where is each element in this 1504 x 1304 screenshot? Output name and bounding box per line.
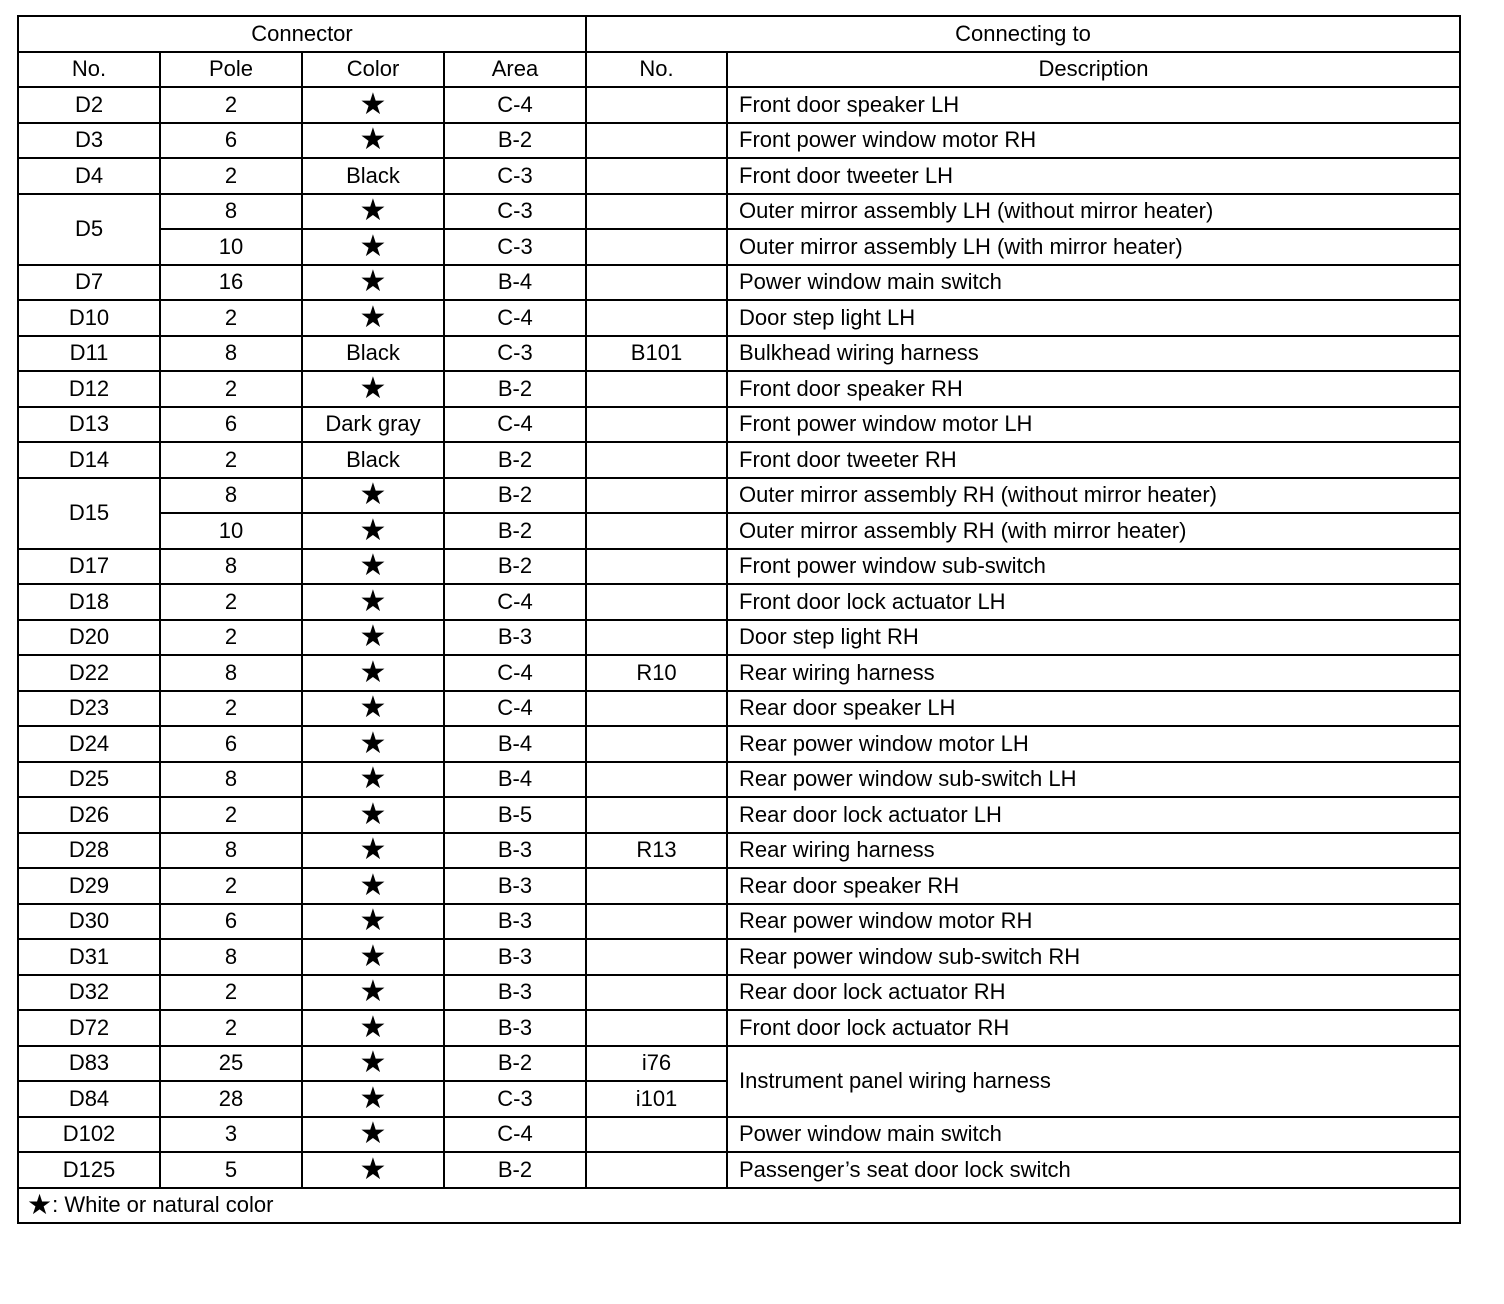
pole-cell: 2: [160, 620, 302, 656]
connector-no-cell: D2: [18, 87, 160, 123]
connector-no-cell: D23: [18, 691, 160, 727]
connector-no-cell: D22: [18, 655, 160, 691]
pole-cell: 2: [160, 1010, 302, 1046]
area-cell: C-3: [444, 336, 586, 372]
pole-cell: 2: [160, 797, 302, 833]
color-cell: [302, 691, 444, 727]
table-row: [18, 655, 1460, 691]
connector-no-cell: D12: [18, 371, 160, 407]
area-cell: C-4: [444, 655, 586, 691]
description-cell: Front power window motor RH: [727, 123, 1460, 159]
table-row: [18, 620, 1460, 656]
connector-no-cell: D5: [18, 194, 160, 265]
connecting-to-no-cell: [586, 87, 727, 123]
area-cell: C-4: [444, 1117, 586, 1153]
description-cell: Bulkhead wiring harness: [727, 336, 1460, 372]
star-icon: ★: [359, 371, 387, 406]
color-cell: [302, 123, 444, 159]
description-cell: Front door speaker RH: [727, 371, 1460, 407]
pole-cell: 2: [160, 300, 302, 336]
color-cell: [302, 300, 444, 336]
connecting-to-no-cell: [586, 158, 727, 194]
connecting-to-no-cell: i101: [586, 1081, 727, 1117]
star-icon: ★: [359, 797, 387, 832]
connector-no-cell: D10: [18, 300, 160, 336]
area-cell: B-2: [444, 123, 586, 159]
area-cell: B-2: [444, 549, 586, 585]
description-cell: Front door lock actuator RH: [727, 1010, 1460, 1046]
table-row: [18, 123, 1460, 159]
color-cell: [302, 904, 444, 940]
table-row: [18, 229, 1460, 265]
area-cell: B-2: [444, 1152, 586, 1188]
description-cell: Outer mirror assembly LH (without mirror heater): [727, 194, 1460, 230]
table-row: [18, 691, 1460, 727]
description-cell: Power window main switch: [727, 1117, 1460, 1153]
pole-cell: 2: [160, 868, 302, 904]
pole-cell: 3: [160, 1117, 302, 1153]
connecting-to-no-cell: [586, 868, 727, 904]
pole-cell: 8: [160, 762, 302, 798]
pole-cell: 8: [160, 336, 302, 372]
description-cell: Door step light LH: [727, 300, 1460, 336]
connector-no-cell: D72: [18, 1010, 160, 1046]
connecting-to-no-cell: [586, 371, 727, 407]
connecting-to-no-cell: [586, 300, 727, 336]
star-icon: ★: [359, 513, 387, 548]
pole-cell: 28: [160, 1081, 302, 1117]
column-header-area: Area: [444, 52, 586, 88]
connecting-to-no-cell: [586, 194, 727, 230]
pole-cell: 6: [160, 904, 302, 940]
connector-no-cell: D4: [18, 158, 160, 194]
connector-no-cell: D14: [18, 442, 160, 478]
pole-cell: 2: [160, 691, 302, 727]
color-cell: [302, 939, 444, 975]
description-cell: Front power window motor LH: [727, 407, 1460, 443]
legend: [18, 1188, 1460, 1224]
color-cell: [302, 868, 444, 904]
description-cell: Rear wiring harness: [727, 833, 1460, 869]
connecting-to-no-cell: [586, 975, 727, 1011]
description-cell: Passenger’s seat door lock switch: [727, 1152, 1460, 1188]
connector-no-cell: D29: [18, 868, 160, 904]
color-cell: [302, 194, 444, 230]
color-cell: Black: [302, 336, 444, 372]
area-cell: C-4: [444, 584, 586, 620]
connector-no-cell: D24: [18, 726, 160, 762]
table-row: [18, 762, 1460, 798]
connector-no-cell: D3: [18, 123, 160, 159]
connecting-to-no-cell: [586, 265, 727, 301]
connecting-to-no-cell: [586, 123, 727, 159]
pole-cell: 16: [160, 265, 302, 301]
color-cell: [302, 584, 444, 620]
table-row: [18, 833, 1460, 869]
connector-no-cell: D84: [18, 1081, 160, 1117]
connector-table: [17, 15, 1461, 1224]
table-row: [18, 158, 1460, 194]
connecting-to-no-cell: [586, 478, 727, 514]
area-cell: B-5: [444, 797, 586, 833]
connector-no-cell: D13: [18, 407, 160, 443]
area-cell: B-2: [444, 478, 586, 514]
star-icon: ★: [359, 619, 387, 655]
table-row: [18, 797, 1460, 833]
star-icon: ★: [359, 1010, 387, 1045]
area-cell: B-3: [444, 939, 586, 975]
description-cell: Front power window sub-switch: [727, 549, 1460, 585]
description-cell: Outer mirror assembly RH (without mirror heater): [727, 478, 1460, 514]
color-cell: [302, 229, 444, 265]
pole-cell: 8: [160, 655, 302, 691]
area-cell: B-4: [444, 265, 586, 301]
area-cell: B-2: [444, 513, 586, 549]
area-cell: B-2: [444, 442, 586, 478]
table-row: [18, 1010, 1460, 1046]
area-cell: B-2: [444, 371, 586, 407]
table-row: [18, 371, 1460, 407]
table-row: [18, 584, 1460, 620]
connecting-to-no-cell: [586, 549, 727, 585]
area-cell: B-4: [444, 762, 586, 798]
description-cell: Rear power window sub-switch LH: [727, 762, 1460, 798]
color-cell: Black: [302, 158, 444, 194]
connector-no-cell: D25: [18, 762, 160, 798]
pole-cell: 5: [160, 1152, 302, 1188]
connecting-to-no-cell: [586, 1010, 727, 1046]
header-connecting-to: Connecting to: [586, 16, 1460, 52]
pole-cell: 8: [160, 194, 302, 230]
description-cell: Door step light RH: [727, 620, 1460, 656]
connector-no-cell: D30: [18, 904, 160, 940]
color-cell: [302, 797, 444, 833]
color-cell: [302, 1152, 444, 1188]
connector-no-cell: D11: [18, 336, 160, 372]
column-header-pole: Pole: [160, 52, 302, 88]
connector-no-cell: D17: [18, 549, 160, 585]
pole-cell: 6: [160, 407, 302, 443]
connector-no-cell: D20: [18, 620, 160, 656]
description-cell: Instrument panel wiring harness: [727, 1046, 1460, 1117]
description-cell: Front door tweeter LH: [727, 158, 1460, 194]
area-cell: C-3: [444, 1081, 586, 1117]
star-icon: ★: [359, 832, 387, 868]
table-row: [18, 1046, 1460, 1082]
connecting-to-no-cell: [586, 1152, 727, 1188]
color-cell: [302, 478, 444, 514]
pole-cell: 8: [160, 939, 302, 975]
area-cell: B-3: [444, 833, 586, 869]
color-cell: [302, 513, 444, 549]
table-row: [18, 939, 1460, 975]
legend-text: : White or natural color: [52, 1192, 274, 1218]
connector-no-cell: D31: [18, 939, 160, 975]
star-icon: ★: [359, 264, 387, 300]
table-row: [18, 1152, 1460, 1188]
pole-cell: 2: [160, 975, 302, 1011]
star-icon: ★: [27, 1188, 53, 1222]
table-row: [18, 868, 1460, 904]
table-row: [18, 300, 1460, 336]
color-cell: [302, 87, 444, 123]
connecting-to-no-cell: [586, 620, 727, 656]
color-cell: [302, 762, 444, 798]
star-icon: ★: [359, 974, 387, 1010]
connector-no-cell: D15: [18, 478, 160, 549]
connecting-to-no-cell: [586, 1117, 727, 1153]
star-icon: ★: [359, 726, 387, 761]
color-cell: [302, 620, 444, 656]
color-cell: [302, 975, 444, 1011]
area-cell: B-3: [444, 620, 586, 656]
table-row: [18, 407, 1460, 443]
connecting-to-no-cell: [586, 442, 727, 478]
description-cell: Rear door lock actuator RH: [727, 975, 1460, 1011]
star-icon: ★: [359, 122, 387, 158]
description-cell: Outer mirror assembly RH (with mirror heater): [727, 513, 1460, 549]
color-cell: [302, 1046, 444, 1082]
star-icon: ★: [359, 903, 387, 939]
table-row: [18, 336, 1460, 372]
connector-no-cell: D28: [18, 833, 160, 869]
area-cell: B-3: [444, 1010, 586, 1046]
star-icon: ★: [359, 1045, 387, 1081]
connector-no-cell: D18: [18, 584, 160, 620]
connecting-to-no-cell: R13: [586, 833, 727, 869]
column-header-no: No.: [18, 52, 160, 88]
connector-no-cell: D32: [18, 975, 160, 1011]
star-icon: ★: [359, 584, 387, 619]
connecting-to-no-cell: [586, 939, 727, 975]
color-cell: [302, 1010, 444, 1046]
table-row: [18, 194, 1460, 230]
area-cell: C-3: [444, 158, 586, 194]
description-cell: Rear door lock actuator LH: [727, 797, 1460, 833]
connector-no-cell: D26: [18, 797, 160, 833]
pole-cell: 8: [160, 833, 302, 869]
table-row: [18, 513, 1460, 549]
table-row: [18, 975, 1460, 1011]
column-header-to-no: No.: [586, 52, 727, 88]
description-cell: Outer mirror assembly LH (with mirror heater): [727, 229, 1460, 265]
table-row: [18, 549, 1460, 585]
connector-no-cell: D125: [18, 1152, 160, 1188]
area-cell: B-3: [444, 975, 586, 1011]
area-cell: B-4: [444, 726, 586, 762]
description-cell: Rear power window motor RH: [727, 904, 1460, 940]
area-cell: C-4: [444, 691, 586, 727]
connecting-to-no-cell: [586, 584, 727, 620]
table-body: [18, 87, 1460, 1188]
description-cell: Rear power window sub-switch RH: [727, 939, 1460, 975]
column-header-description: Description: [727, 52, 1460, 88]
area-cell: C-3: [444, 194, 586, 230]
pole-cell: 2: [160, 158, 302, 194]
color-cell: [302, 549, 444, 585]
color-cell: [302, 833, 444, 869]
color-cell: [302, 726, 444, 762]
description-cell: Front door speaker LH: [727, 87, 1460, 123]
area-cell: B-3: [444, 904, 586, 940]
pole-cell: 6: [160, 123, 302, 159]
star-icon: ★: [359, 87, 387, 122]
area-cell: C-4: [444, 300, 586, 336]
pole-cell: 6: [160, 726, 302, 762]
area-cell: B-2: [444, 1046, 586, 1082]
color-cell: [302, 265, 444, 301]
star-icon: ★: [359, 761, 387, 797]
header-connector: Connector: [18, 16, 586, 52]
star-icon: ★: [359, 1116, 387, 1152]
description-cell: Rear power window motor LH: [727, 726, 1460, 762]
connecting-to-no-cell: [586, 904, 727, 940]
description-cell: Front door tweeter RH: [727, 442, 1460, 478]
star-icon: ★: [359, 548, 387, 584]
pole-cell: 8: [160, 549, 302, 585]
color-cell: Dark gray: [302, 407, 444, 443]
area-cell: C-4: [444, 407, 586, 443]
pole-cell: 10: [160, 229, 302, 265]
color-cell: Black: [302, 442, 444, 478]
description-cell: Rear door speaker LH: [727, 691, 1460, 727]
star-icon: ★: [359, 939, 387, 974]
pole-cell: 8: [160, 478, 302, 514]
connecting-to-no-cell: [586, 726, 727, 762]
table-row: [18, 904, 1460, 940]
pole-cell: 2: [160, 371, 302, 407]
connecting-to-no-cell: [586, 407, 727, 443]
connector-no-cell: D83: [18, 1046, 160, 1082]
star-icon: ★: [359, 300, 387, 335]
star-icon: ★: [359, 477, 387, 513]
color-cell: [302, 655, 444, 691]
star-icon: ★: [359, 1081, 387, 1116]
connecting-to-no-cell: [586, 797, 727, 833]
table-row: [18, 442, 1460, 478]
color-cell: [302, 371, 444, 407]
column-header-color: Color: [302, 52, 444, 88]
table-row: [18, 265, 1460, 301]
area-cell: C-3: [444, 229, 586, 265]
pole-cell: 2: [160, 87, 302, 123]
table-row: [18, 87, 1460, 123]
connector-no-cell: D102: [18, 1117, 160, 1153]
color-cell: [302, 1081, 444, 1117]
star-icon: ★: [359, 229, 387, 264]
connecting-to-no-cell: i76: [586, 1046, 727, 1082]
connecting-to-no-cell: B101: [586, 336, 727, 372]
table-row: [18, 726, 1460, 762]
star-icon: ★: [359, 690, 387, 726]
pole-cell: 2: [160, 442, 302, 478]
pole-cell: 25: [160, 1046, 302, 1082]
pole-cell: 10: [160, 513, 302, 549]
star-icon: ★: [359, 655, 387, 690]
description-cell: Rear door speaker RH: [727, 868, 1460, 904]
table-row: [18, 478, 1460, 514]
connecting-to-no-cell: [586, 762, 727, 798]
description-cell: Power window main switch: [727, 265, 1460, 301]
star-icon: ★: [359, 1152, 387, 1187]
connecting-to-no-cell: [586, 513, 727, 549]
connector-no-cell: D7: [18, 265, 160, 301]
connecting-to-no-cell: [586, 691, 727, 727]
color-cell: [302, 1117, 444, 1153]
star-icon: ★: [359, 193, 387, 229]
star-icon: ★: [359, 868, 387, 903]
connecting-to-no-cell: R10: [586, 655, 727, 691]
description-cell: Front door lock actuator LH: [727, 584, 1460, 620]
connecting-to-no-cell: [586, 229, 727, 265]
area-cell: B-3: [444, 868, 586, 904]
description-cell: Rear wiring harness: [727, 655, 1460, 691]
table-row: [18, 1117, 1460, 1153]
area-cell: C-4: [444, 87, 586, 123]
pole-cell: 2: [160, 584, 302, 620]
